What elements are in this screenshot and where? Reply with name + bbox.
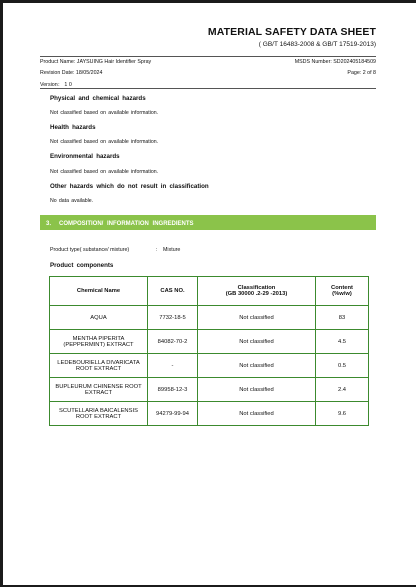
table-row <box>50 330 369 354</box>
page-frame-left <box>0 0 3 587</box>
document-standard: ( GB/T 16483-2008 & GB/T 17519-2013) <box>258 41 376 48</box>
header-cas-no: CAS NO. <box>148 277 198 306</box>
cell-chemical-name: BUPLEURUM CHINENSE ROOT EXTRACT <box>50 378 148 402</box>
cell-classification: Not classified <box>198 306 316 330</box>
other-hazards-heading: Other hazards which do not result in classification <box>50 183 209 190</box>
physical-hazards-text: Not classified based on available information. <box>50 110 159 116</box>
header-content: Content (%w/w) <box>316 277 369 306</box>
document-title: MATERIAL SAFETY DATA SHEET <box>207 26 376 38</box>
cell-content: 83 <box>316 306 369 330</box>
product-components-heading: Product components <box>50 262 114 269</box>
cell-chemical-name: MENTHA PIPERITA (PEPPERMINT) EXTRACT <box>50 330 148 354</box>
cell-chemical-name: AQUA <box>50 306 148 330</box>
revision-date: Revision Date: 18/05/2024 <box>40 70 103 76</box>
cell-content: 0.5 <box>316 354 369 378</box>
table-header-row <box>50 277 369 306</box>
table-row <box>50 354 369 378</box>
table-row <box>50 402 369 426</box>
components-table <box>49 276 369 426</box>
health-hazards-heading: Health hazards <box>50 124 96 131</box>
cell-chemical-name: LEDEBOURIELLA DIVARICATA ROOT EXTRACT <box>50 354 148 378</box>
cell-content: 2.4 <box>316 378 369 402</box>
cell-cas: 84082-70-2 <box>148 330 198 354</box>
section-3-title: 3． COMPOSITION/ INFORMATION INGREDIENTS <box>46 221 194 227</box>
cell-classification: Not classified <box>198 330 316 354</box>
product-type-label: Product type( substance/ mixture) <box>50 247 130 253</box>
page-number: Page: 2 of 8 <box>347 70 376 76</box>
physical-hazards-heading: Physical and chemical hazards <box>50 95 146 102</box>
cell-content: 9.6 <box>316 402 369 426</box>
cell-cas: 89958-12-3 <box>148 378 198 402</box>
cell-classification: Not classified <box>198 354 316 378</box>
header-divider-bottom <box>40 88 376 89</box>
header-divider-top <box>40 56 376 57</box>
section-3-bar <box>40 215 376 230</box>
environmental-hazards-heading: Environmental hazards <box>50 153 120 160</box>
version: Version： 1 0 <box>40 82 72 88</box>
cell-classification: Not classified <box>198 378 316 402</box>
environmental-hazards-text: Not classified based on available information. <box>50 169 159 175</box>
product-name: Product Name: JAYSUING Hair Identifier Spray <box>40 59 152 65</box>
other-hazards-text: No data available. <box>50 198 94 204</box>
header-chemical-name: Chemical Name <box>50 277 148 306</box>
cell-cas: - <box>148 354 198 378</box>
product-type-separator: : <box>156 247 158 253</box>
cell-cas: 7732-18-5 <box>148 306 198 330</box>
cell-chemical-name: SCUTELLARIA BAICALENSIS ROOT EXTRACT <box>50 402 148 426</box>
health-hazards-text: Not classified based on available information. <box>50 139 159 145</box>
table-row <box>50 378 369 402</box>
cell-cas: 94279-99-94 <box>148 402 198 426</box>
product-type-value: Mixture <box>163 247 181 253</box>
table-row <box>50 306 369 330</box>
msds-number: MSDS Number: SD202405184509 <box>294 59 376 65</box>
page-frame-top <box>0 0 416 3</box>
cell-classification: Not classified <box>198 402 316 426</box>
cell-content: 4.5 <box>316 330 369 354</box>
header-classification: Classification (GB 30000 .2-29 -2013) <box>198 277 316 306</box>
